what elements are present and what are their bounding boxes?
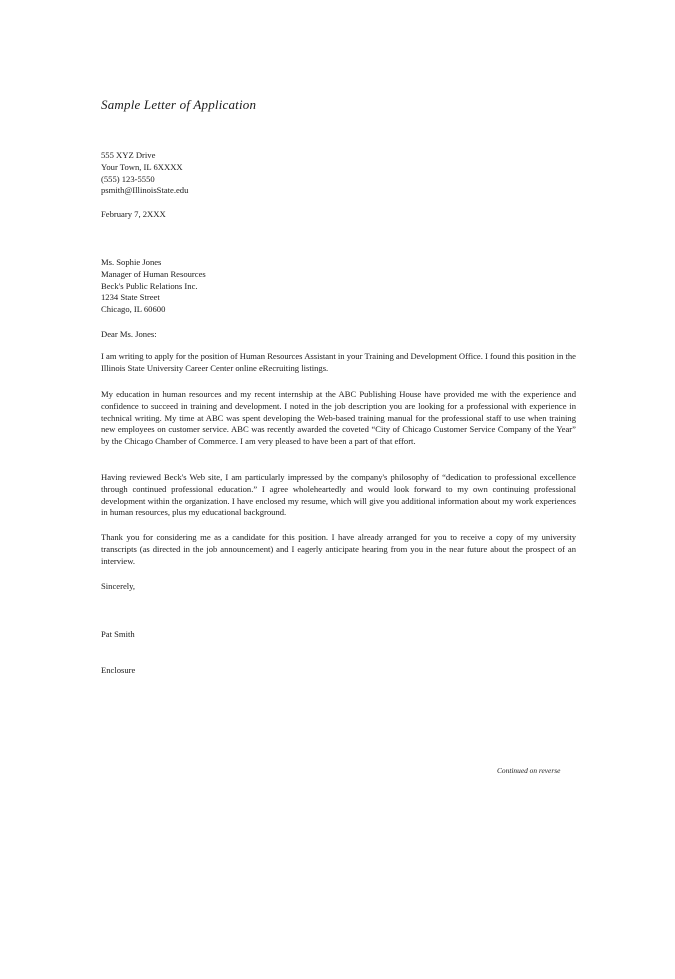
recipient-company: Beck's Public Relations Inc. <box>101 280 198 291</box>
sender-address-line2: Your Town, IL 6XXXX <box>101 161 183 172</box>
sender-address <box>101 150 576 197</box>
date-text: February 7, 2XXX <box>101 209 166 219</box>
paragraph-1 <box>101 351 576 375</box>
signature-name: Pat Smith <box>101 629 135 639</box>
recipient-title: Manager of Human Resources <box>101 268 206 279</box>
recipient-address <box>101 257 576 316</box>
signature <box>101 629 576 641</box>
closing-text: Sincerely, <box>101 581 136 591</box>
sender-address-line1: 555 XYZ Drive <box>101 150 156 160</box>
salutation <box>101 329 576 341</box>
paragraph-text: I am writing to apply for the position of Human Resources Assistant in your Training and Development Office. I found this position in the Illinois State University Career Center online eRecruiting listings. <box>101 351 576 373</box>
enclosure <box>101 665 576 677</box>
paragraph-text: Having reviewed Beck's Web site, I am particularly impressed by the company's philosophy of “dedication to professional excellence through continued professional education.” I agree wholeheartedly and would look forward to my own continuing professional development within the organization. I have enclosed my resume, which will give you additional information about my work experiences in human resources, plus my educational background. <box>101 472 576 518</box>
sender-phone: (555) 123-5550 <box>101 173 155 184</box>
paragraph-text: Thank you for considering me as a candidate for this position. I have already arranged for you to receive a copy of my university transcripts (as directed in the job announcement) and I eagerly anticipate hearing from you in the near future about the prospect of an interview. <box>101 532 576 566</box>
paragraph-2 <box>101 389 576 448</box>
letter-date <box>101 209 576 221</box>
paragraph-text: My education in human resources and my recent internship at the ABC Publishing House have provided me with the experience and confidence to succeed in training and development. I noted in the job description you are looking for a professional with experience in technical writing. My time at ABC was spent developing the Web-based training manual for the professional staff to use when training new employees on customer service. ABC was recently awarded the coveted “City of Chicago Customer Service Company of the Year” by the Chicago Chamber of Commerce. I am very pleased to have been a part of that effort. <box>101 389 576 447</box>
paragraph-3 <box>101 472 576 519</box>
recipient-city: Chicago, IL 60600 <box>101 304 166 315</box>
recipient-name: Ms. Sophie Jones <box>101 257 162 267</box>
sender-email: psmith@IllinoisState.edu <box>101 185 189 196</box>
continued-note: Continued on reverse <box>497 766 561 775</box>
recipient-street: 1234 State Street <box>101 292 160 303</box>
closing <box>101 581 576 593</box>
enclosure-text: Enclosure <box>101 665 136 675</box>
document-title: Sample Letter of Application <box>101 97 257 112</box>
salutation-text: Dear Ms. Jones: <box>101 329 157 339</box>
paragraph-4 <box>101 532 576 567</box>
